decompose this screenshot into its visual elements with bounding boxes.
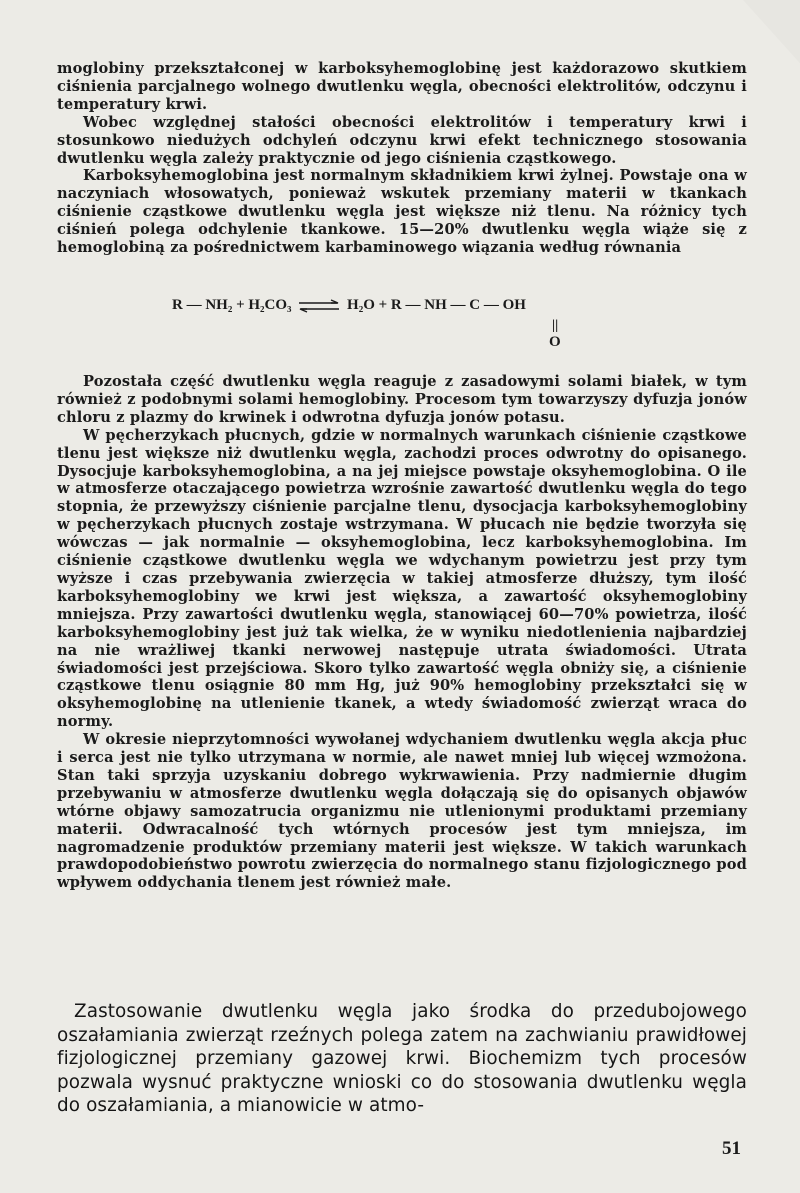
- double-bond: ||: [552, 318, 559, 333]
- paragraph-carboxyhemoglobin: Karboksyhemoglobina jest normalnym składnikiem krwi żylnej. Powstaje ona w naczyniach włosowatych, ponieważ wskutek przemiany materii w tkankach ciśnienie cząstkowe dwutlenku węgla jest większe niż tlenu. Na różnicy tych ciśnień polega odchylenie tkankowe. 15—20% dwutlenku węgla wiąże się z hemoglobiną za pośrednictwem karbaminowego wiązania według równania: [57, 167, 747, 257]
- paragraph-continuation: moglobiny przekształconej w karboksyhemoglobinę jest każdorazowo skutkiem ciśnienia parcjalnego wolnego dwutlenku węgla, obecności elektrolitów, odczynu i temperatury krwi.: [57, 60, 747, 113]
- equilibrium-arrow-icon: [297, 299, 341, 313]
- equation-right-side: H₂O + R — NH — C — OH: [347, 297, 526, 313]
- paragraph-remaining-co2: Pozostała część dwutlenku węgla reaguje z zasadowymi solami białek, w tym również z podobnymi solami hemoglobiny. Procesom tym towarzyszy dyfuzja jonów chloru z plazmy do krwinek i odwrotna dyfuzja jonów potasu.: [57, 373, 747, 426]
- text-block-large: [57, 1000, 747, 1118]
- equation-left-side: R — NH₂ + H₂CO₃: [172, 297, 292, 313]
- chemical-equation: [172, 297, 526, 314]
- text-block-middle: [57, 373, 747, 892]
- paragraph-application: Zastosowanie dwutlenku węgla jako środka do przedubojowego oszałamiania zwierząt rzeźnych polega zatem na zachwianiu prawidłowej fizjologicznej przemiany gazowej krwi. Biochemizm tych procesów pozwala wysnuć praktyczne wnioski co do stosowania dwutlenku węgla do oszałamiania, a mianowicie w atmo-: [57, 1001, 747, 1117]
- paragraph-electrolytes: Wobec względnej stałości obecności elektrolitów i temperatury krwi i stosunkowo niedużych odchyleń odczynu krwi efekt technicznego stosowania dwutlenku węgla zależy praktycznie od jego ciśnienia cząstkowego.: [57, 113, 747, 167]
- paragraph-unconsciousness: W okresie nieprzytomności wywołanej wdychaniem dwutlenku węgla akcja płuc i serca jest nie tylko utrzymana w normie, ale nawet mniej lub więcej wzmożona. Stan taki sprzyja uzyskaniu dobrego wykrwawienia. Przy nadmiernie długim przebywaniu w atmosferze dwutlenku węgla dołączają się do opisanych objawów wtórne objawy samozatrucia organizmu nie utlenionymi produktami przemiany materii. Odwracalność tych wtórnych procesów jest tym mniejsza, im nagromadzenie produktów przemiany materii jest większe. W takich warunkach prawdopodobieństwo powrotu zwierzęcia do normalnego stanu fizjologicznego pod wpływem oddychania tlenem jest również małe.: [57, 731, 747, 892]
- page-number: 51: [722, 1138, 741, 1159]
- carbonyl-oxygen: O: [549, 334, 561, 350]
- text-block-top: [57, 60, 747, 257]
- paragraph-alveoli: W pęcherzykach płucnych, gdzie w normalnych warunkach ciśnienie cząstkowe tlenu jest większe niż dwutlenku węgla, zachodzi proces odwrotny do opisanego. Dysocjuje karboksyhemoglobina, a na jej miejsce powstaje oksyhemoglobina. O ile w atmosferze otaczającego powietrza wzrośnie zawartość dwutlenku węgla do tego stopnia, że przewyższy ciśnienie parcjalne tlenu, dysocjacja karboksyhemoglobiny w pęcherzykach płucnych zostaje wstrzymana. W płucach nie będzie tworzyła się wówczas — jak normalnie — oksyhemoglobina, lecz karboksyhemoglobina. Im ciśnienie cząstkowe dwutlenku węgla we wdychanym powietrzu jest przy tym wyższe i czas przebywania zwierzęcia w takiej atmosferze dłuższy, tym ilość karboksyhemoglobiny we krwi jest większa, a zawartość oksyhemoglobiny mniejsza. Przy zawartości dwutlenku węgla, stanowiącej 60—70% powietrza, ilość karboksyhemoglobiny jest już tak wielka, że w wyniku niedotlenienia najbardziej na nie wrażliwej tkanki nerwowej następuje utrata świadomości. Utrata świadomości jest przejściowa. Skoro tylko zawartość węgla obniży się, a ciśnienie cząstkowe tlenu osiągnie 80 mm Hg, już 90% hemoglobiny przekształci się w oksyhemoglobinę na utlenienie tkanek, a wtedy świadomość zwierząt wraca do normy.: [57, 426, 747, 731]
